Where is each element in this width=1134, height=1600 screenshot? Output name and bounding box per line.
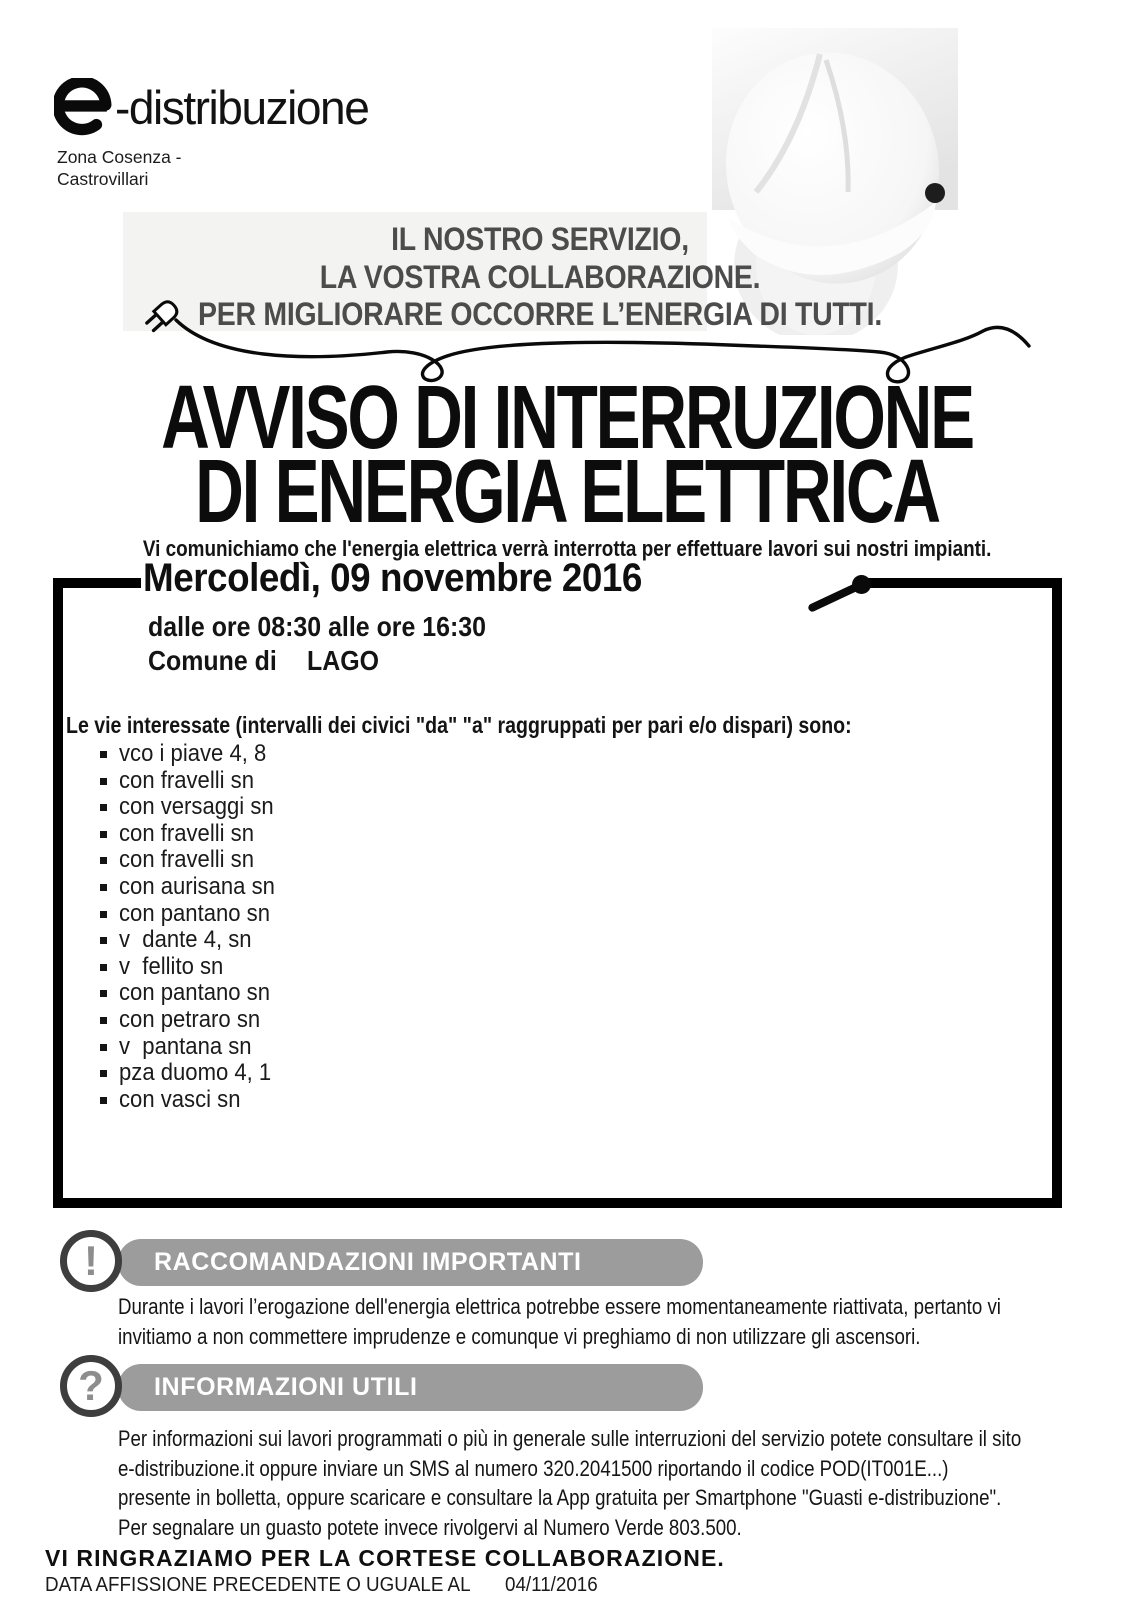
zone-line-1: Zona Cosenza - [57, 147, 182, 167]
street-item: con pantano sn [100, 901, 288, 928]
recommendations-heading: RACCOMANDAZIONI IMPORTANTI [154, 1248, 582, 1276]
slogan-line-3: PER MIGLIORARE OCCORRE L’ENERGIA DI TUTTI. [198, 296, 882, 332]
slogan-line-2: LA VOSTRA COLLABORAZIONE. [319, 258, 761, 295]
street-item: con fravelli sn [100, 768, 288, 795]
outage-comune-name: LAGO [306, 645, 379, 676]
outage-box-top-border-left [53, 578, 141, 588]
outage-hours: dalle ore 08:30 alle ore 16:30 [148, 611, 487, 642]
outage-comune: Comune di LAGO [148, 645, 379, 676]
street-item: v fellito sn [100, 954, 288, 981]
street-item: v pantana sn [100, 1034, 288, 1061]
street-item: vco i piave 4, 8 [100, 741, 288, 768]
posting-date-label: DATA AFFISSIONE PRECEDENTE O UGUALE AL [45, 1574, 471, 1596]
street-item: con vasci sn [100, 1087, 288, 1114]
zone-label [57, 146, 182, 190]
logo-e-icon [54, 78, 112, 136]
posting-date-value: 04/11/2016 [504, 1574, 598, 1596]
notice-title [0, 368, 1134, 542]
street-item: con pantano sn [100, 980, 288, 1007]
street-item: pza duomo 4, 1 [100, 1060, 288, 1087]
pencil-doodle-tip [852, 575, 871, 594]
notice-title-line-1: AVVISO DI INTERRUZIONE [161, 368, 973, 468]
plug-icon [144, 299, 180, 334]
info-heading: INFORMAZIONI UTILI [154, 1373, 418, 1401]
thanks-text: VI RINGRAZIAMO PER LA CORTESE COLLABORAZIONE. [45, 1545, 725, 1571]
recommendations-text: Durante i lavori l’erogazione dell'energia elettrica potrebbe essere momentaneamente riattivata, pertanto vi invitiamo a non commettere imprudenze e comunque vi preghiamo di non utilizzare gli ascensori. [118, 1294, 1001, 1349]
street-item: v dante 4, sn [100, 927, 288, 954]
street-list [100, 741, 288, 1113]
street-item: con fravelli sn [100, 821, 288, 848]
outage-date: Mercoledì, 09 novembre 2016 [143, 556, 642, 600]
info-banner [118, 1364, 703, 1411]
notice-title-line-2: DI ENERGIA ELETTRICA [195, 442, 939, 542]
street-item: con petraro sn [100, 1007, 288, 1034]
recommendations-banner [118, 1239, 703, 1286]
info-text: Per informazioni sui lavori programmati o più in generale sulle interruzioni del servizio potete consultare il sito e-distribuzione.it oppure inviare un SMS al numero 320.2041500 riportando il codice POD(IT001E...) presente in bolletta, oppure scaricare e consultare la App gratuita per Smartphone "Guasti e-distribuzione". Per segnalare un guasto potete invece rivolgervi al Numero Verde 803.500. [118, 1426, 1022, 1540]
street-item: con aurisana sn [100, 874, 288, 901]
street-item: con fravelli sn [100, 847, 288, 874]
streets-heading: Le vie interessate (intervalli dei civici "da" "a" raggruppati per pari e/o dispari) sono: [66, 712, 852, 738]
intro-text: Vi comunichiamo che l'energia elettrica verrà interrotta per effettuare lavori sui nostri impianti. [142, 536, 992, 561]
zone-line-2: Castrovillari [57, 169, 149, 189]
question-icon: ? [60, 1355, 122, 1417]
street-item: con versaggi sn [100, 794, 288, 821]
posting-date-line [45, 1574, 603, 1597]
slogan-line-1: IL NOSTRO SERVIZIO, [391, 221, 689, 257]
logo-wordmark: -distribuzione [115, 80, 369, 134]
exclamation-icon: ! [60, 1230, 122, 1292]
outage-box-top-border-right [866, 578, 1062, 588]
logo [54, 78, 374, 136]
